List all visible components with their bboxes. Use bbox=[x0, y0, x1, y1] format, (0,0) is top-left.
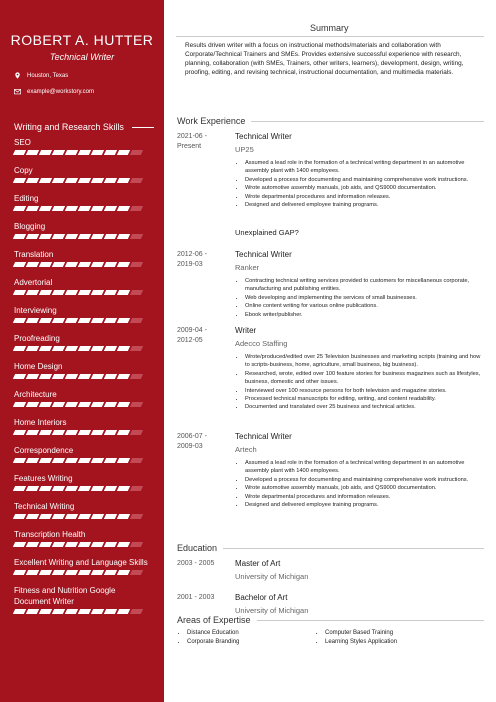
skill-label: SEO bbox=[14, 138, 31, 147]
skill-bar-segment bbox=[91, 570, 104, 575]
skill-bar-segment bbox=[117, 486, 130, 491]
skill-level-bar bbox=[14, 178, 154, 183]
skill-bar-segment bbox=[91, 402, 104, 407]
summary-text: Results driven writer with a focus on instructional methods/materials and collaboration with Corporate/Technical Trainers and SMEs. Provides extensive successful experience with research, planning, collaboration (with SMEs, Trainers, other writers, learners), development, design, writing, proofing, editing, and revising technical, instructional documentation, and multimedia materials. bbox=[185, 42, 464, 76]
expertise-list bbox=[177, 629, 487, 649]
skill-bar-segment bbox=[91, 318, 104, 323]
skill-bar-segment bbox=[78, 458, 91, 463]
skill-bar-segment bbox=[130, 542, 143, 547]
contact-email[interactable] bbox=[14, 88, 94, 95]
job-bullets bbox=[235, 459, 485, 509]
bullet-item: • Wrote/produced/edited over 25 Television businesses and marketing scripts (training and how to scripts-business, home, agriculture, small business, big business). bbox=[245, 353, 485, 370]
skill-bar-segment bbox=[26, 290, 39, 295]
skill-bar-segment bbox=[26, 178, 39, 183]
skill-bar-segment bbox=[91, 430, 104, 435]
bullet-item: • Wrote departmental procedures and information releases. bbox=[245, 493, 485, 501]
skill-bar-segment bbox=[104, 346, 117, 351]
skill-bar-segment bbox=[52, 346, 65, 351]
skill-level-bar bbox=[14, 514, 154, 519]
skill-bar-segment bbox=[78, 318, 91, 323]
skill-bar-segment bbox=[117, 458, 130, 463]
skill-level-bar bbox=[14, 374, 154, 379]
skill-bar-segment bbox=[91, 262, 104, 267]
job-org: UP25 bbox=[235, 145, 254, 154]
map-pin-icon bbox=[14, 72, 21, 79]
skill-bar-segment bbox=[39, 514, 52, 519]
skill-bar-segment bbox=[65, 206, 78, 211]
skill-bar-segment bbox=[13, 570, 26, 575]
skill-bar-segment bbox=[13, 542, 26, 547]
skill-bar-segment bbox=[39, 570, 52, 575]
bullet-item: • Researched, wrote, edited over 100 feature stories for business magazines such as lifestyles, business, domestic and other issues. bbox=[245, 370, 485, 387]
skill-label: Correspondence bbox=[14, 446, 74, 455]
skill-bar-segment bbox=[117, 346, 130, 351]
skill-bar-segment bbox=[78, 486, 91, 491]
skill-bar-segment bbox=[13, 374, 26, 379]
skill-bar-segment bbox=[130, 178, 143, 183]
skill-bar-segment bbox=[104, 486, 117, 491]
skill-item bbox=[14, 585, 154, 614]
skill-bar-segment bbox=[65, 402, 78, 407]
skill-bar-segment bbox=[91, 150, 104, 155]
degree: Master of Art bbox=[235, 559, 281, 568]
skill-bar-segment bbox=[130, 346, 143, 351]
skill-bar-segment bbox=[52, 570, 65, 575]
skill-bar-segment bbox=[117, 150, 130, 155]
skill-label: Architecture bbox=[14, 390, 57, 399]
job-role: Technical Writer bbox=[235, 432, 292, 441]
bullet-item: • Computer Based Training bbox=[325, 629, 397, 638]
skill-bar-segment bbox=[39, 486, 52, 491]
skill-bar-segment bbox=[52, 430, 65, 435]
bullet-item: • Designed and delivered employee training programs. bbox=[245, 501, 485, 509]
skill-item bbox=[14, 277, 154, 295]
skill-item bbox=[14, 417, 154, 435]
email-text[interactable]: example@workstory.com bbox=[27, 88, 94, 95]
skill-bar-segment bbox=[91, 486, 104, 491]
job-org: Adecco Staffing bbox=[235, 339, 288, 348]
skill-item bbox=[14, 165, 154, 183]
skill-bar-segment bbox=[78, 402, 91, 407]
skill-bar-segment bbox=[26, 609, 39, 614]
skill-bar-segment bbox=[13, 318, 26, 323]
skill-bar-segment bbox=[91, 346, 104, 351]
skill-bar-segment bbox=[26, 318, 39, 323]
skill-bar-segment bbox=[26, 206, 39, 211]
skill-bar-segment bbox=[26, 486, 39, 491]
skill-bar-segment bbox=[13, 150, 26, 155]
skill-bar-segment bbox=[91, 609, 104, 614]
skill-bar-segment bbox=[26, 234, 39, 239]
skill-bar-segment bbox=[52, 206, 65, 211]
skill-bar-segment bbox=[130, 150, 143, 155]
skill-bar-segment bbox=[117, 262, 130, 267]
school: University of Michigan bbox=[235, 606, 309, 615]
skill-item bbox=[14, 445, 154, 463]
skill-bar-segment bbox=[39, 262, 52, 267]
skill-level-bar bbox=[14, 542, 154, 547]
skill-bar-segment bbox=[78, 178, 91, 183]
skill-bar-segment bbox=[39, 609, 52, 614]
skill-bar-segment bbox=[39, 402, 52, 407]
skill-bar-segment bbox=[13, 609, 26, 614]
skill-bar-segment bbox=[78, 570, 91, 575]
skill-level-bar bbox=[14, 290, 154, 295]
skill-bar-segment bbox=[65, 570, 78, 575]
skill-bar-segment bbox=[26, 402, 39, 407]
skill-bar-segment bbox=[78, 346, 91, 351]
envelope-icon bbox=[14, 88, 21, 95]
skill-bar-segment bbox=[104, 374, 117, 379]
skill-bar-segment bbox=[104, 514, 117, 519]
bullet-item: • Online content writing for various online publications. bbox=[245, 302, 485, 310]
skill-bar-segment bbox=[26, 262, 39, 267]
skill-bar-segment bbox=[39, 458, 52, 463]
skill-bar-segment bbox=[78, 374, 91, 379]
skill-label: Translation bbox=[14, 250, 54, 259]
skill-item bbox=[14, 249, 154, 267]
skill-bar-segment bbox=[65, 262, 78, 267]
skill-bar-segment bbox=[104, 542, 117, 547]
skill-bar-segment bbox=[13, 178, 26, 183]
job-bullets bbox=[235, 353, 485, 412]
skill-bar-segment bbox=[39, 178, 52, 183]
skill-level-bar bbox=[14, 402, 154, 407]
skill-bar-segment bbox=[104, 402, 117, 407]
skill-bar-segment bbox=[78, 290, 91, 295]
skill-bar-segment bbox=[117, 570, 130, 575]
skill-bar-segment bbox=[117, 318, 130, 323]
skill-bar-segment bbox=[91, 234, 104, 239]
skill-bar-segment bbox=[91, 514, 104, 519]
skill-bar-segment bbox=[130, 486, 143, 491]
job-org: Artech bbox=[235, 445, 257, 454]
expertise-heading: Areas of Expertise bbox=[177, 615, 484, 625]
skill-level-bar bbox=[14, 430, 154, 435]
skill-bar-segment bbox=[117, 402, 130, 407]
skill-item bbox=[14, 333, 154, 351]
bullet-item: • Learning Styles Application bbox=[325, 638, 397, 647]
skill-bar-segment bbox=[13, 234, 26, 239]
summary-divider bbox=[176, 36, 484, 37]
skill-bar-segment bbox=[78, 609, 91, 614]
skill-bar-segment bbox=[91, 542, 104, 547]
skill-bar-segment bbox=[65, 514, 78, 519]
skill-bar-segment bbox=[26, 514, 39, 519]
skill-bar-segment bbox=[130, 262, 143, 267]
skill-bar-segment bbox=[13, 290, 26, 295]
skill-bar-segment bbox=[39, 346, 52, 351]
skill-bar-segment bbox=[52, 318, 65, 323]
skill-bar-segment bbox=[39, 234, 52, 239]
skill-bar-segment bbox=[26, 430, 39, 435]
skill-bar-segment bbox=[130, 290, 143, 295]
skill-bar-segment bbox=[130, 609, 143, 614]
candidate-title: Technical Writer bbox=[49, 52, 115, 62]
bullet-item: • Assumed a lead role in the formation of a technical writing department in an automotive assembly plant with 1400 employees. bbox=[245, 459, 485, 476]
unexplained-gap-label: Unexplained GAP? bbox=[235, 228, 299, 237]
skill-bar-segment bbox=[26, 346, 39, 351]
skill-bar-segment bbox=[52, 290, 65, 295]
skill-item bbox=[14, 557, 154, 575]
skill-bar-segment bbox=[117, 374, 130, 379]
skill-bar-segment bbox=[78, 430, 91, 435]
skill-bar-segment bbox=[117, 206, 130, 211]
skill-label: Transcription Health bbox=[14, 530, 86, 539]
skill-bar-segment bbox=[117, 542, 130, 547]
skill-bar-segment bbox=[52, 402, 65, 407]
expertise-column-1 bbox=[177, 629, 239, 646]
skill-bar-segment bbox=[65, 486, 78, 491]
skill-bar-segment bbox=[52, 458, 65, 463]
skill-bar-segment bbox=[52, 486, 65, 491]
bullet-item: • Designed and delivered employee training programs. bbox=[245, 201, 485, 209]
skill-label: Editing bbox=[14, 194, 39, 203]
skill-bar-segment bbox=[104, 234, 117, 239]
bullet-item: • Wrote automotive assembly manuals, job aids, and QS9000 documentation. bbox=[245, 184, 485, 192]
skill-label: Home Interiors bbox=[14, 418, 67, 427]
skill-level-bar bbox=[14, 234, 154, 239]
skill-bar-segment bbox=[39, 374, 52, 379]
job-role: Technical Writer bbox=[235, 132, 292, 141]
skill-item bbox=[14, 389, 154, 407]
skill-bar-segment bbox=[13, 458, 26, 463]
skill-bar-segment bbox=[39, 206, 52, 211]
skill-level-bar bbox=[14, 346, 154, 351]
skill-bar-segment bbox=[130, 514, 143, 519]
skill-bar-segment bbox=[104, 430, 117, 435]
skill-level-bar bbox=[14, 318, 154, 323]
skill-level-bar bbox=[14, 150, 154, 155]
skill-bar-segment bbox=[91, 290, 104, 295]
skill-bar-segment bbox=[65, 430, 78, 435]
skill-item bbox=[14, 361, 154, 379]
bullet-item: • Corporate Branding bbox=[187, 638, 239, 647]
skill-bar-segment bbox=[39, 290, 52, 295]
skill-bar-segment bbox=[130, 318, 143, 323]
bullet-item: • Processed technical manuscripts for editing, writing, and content readability. bbox=[245, 395, 485, 403]
skill-bar-segment bbox=[117, 609, 130, 614]
skill-label: Copy bbox=[14, 166, 33, 175]
bullet-item: • Developed a process for documenting and maintaining comprehensive work instructions. bbox=[245, 176, 485, 184]
skill-bar-segment bbox=[130, 374, 143, 379]
skill-bar-segment bbox=[65, 374, 78, 379]
skill-label: Excellent Writing and Language Skills bbox=[14, 558, 148, 567]
contact-location bbox=[14, 72, 68, 79]
skill-bar-segment bbox=[65, 178, 78, 183]
skill-bar-segment bbox=[104, 262, 117, 267]
skill-bar-segment bbox=[13, 262, 26, 267]
skill-bar-segment bbox=[104, 458, 117, 463]
skill-bar-segment bbox=[52, 178, 65, 183]
skill-item bbox=[14, 501, 154, 519]
skill-bar-segment bbox=[52, 514, 65, 519]
skill-bar-segment bbox=[26, 150, 39, 155]
skill-bar-segment bbox=[26, 542, 39, 547]
bullet-item: • Assumed a lead role in the formation of a technical writing department in an automotive assembly plant with 1400 employees. bbox=[245, 159, 485, 176]
skill-bar-segment bbox=[78, 514, 91, 519]
skill-bar-segment bbox=[65, 609, 78, 614]
skill-bar-segment bbox=[65, 290, 78, 295]
summary-heading: Summary bbox=[310, 23, 349, 33]
skill-bar-segment bbox=[65, 458, 78, 463]
skill-level-bar bbox=[14, 570, 154, 575]
skill-bar-segment bbox=[130, 402, 143, 407]
skill-bar-segment bbox=[78, 542, 91, 547]
skill-bar-segment bbox=[78, 262, 91, 267]
skill-bar-segment bbox=[104, 290, 117, 295]
education-heading: Education bbox=[177, 543, 484, 553]
skill-bar-segment bbox=[13, 486, 26, 491]
skill-level-bar bbox=[14, 458, 154, 463]
skill-label: Interviewing bbox=[14, 306, 57, 315]
skill-level-bar bbox=[14, 206, 154, 211]
skill-bar-segment bbox=[130, 234, 143, 239]
skill-bar-segment bbox=[65, 346, 78, 351]
skill-bar-segment bbox=[117, 178, 130, 183]
skill-item bbox=[14, 221, 154, 239]
skill-item bbox=[14, 529, 154, 547]
skill-bar-segment bbox=[52, 262, 65, 267]
skill-label: Fitness and Nutrition Google Document Writer bbox=[14, 586, 116, 606]
skill-bar-segment bbox=[130, 570, 143, 575]
skill-label: Proofreading bbox=[14, 334, 60, 343]
job-role: Technical Writer bbox=[235, 250, 292, 259]
skill-bar-segment bbox=[26, 570, 39, 575]
skill-bar-segment bbox=[13, 402, 26, 407]
bullet-item: • Wrote departmental procedures and information releases. bbox=[245, 193, 485, 201]
skill-bar-segment bbox=[130, 458, 143, 463]
skill-item bbox=[14, 305, 154, 323]
skill-level-bar bbox=[14, 609, 154, 614]
skill-bar-segment bbox=[52, 542, 65, 547]
candidate-name: ROBERT A. HUTTER bbox=[10, 32, 154, 48]
skill-bar-segment bbox=[104, 206, 117, 211]
degree: Bachelor of Art bbox=[235, 593, 288, 602]
skill-bar-segment bbox=[91, 458, 104, 463]
skill-bar-segment bbox=[117, 290, 130, 295]
skill-label: Advertorial bbox=[14, 278, 53, 287]
job-role: Writer bbox=[235, 326, 257, 335]
bullet-item: • Ebook writer/publisher. bbox=[245, 311, 485, 319]
skill-bar-segment bbox=[130, 206, 143, 211]
skill-label: Technical Writing bbox=[14, 502, 75, 511]
skill-bar-segment bbox=[117, 514, 130, 519]
skill-item bbox=[14, 137, 154, 155]
skill-bar-segment bbox=[39, 542, 52, 547]
skill-bar-segment bbox=[26, 458, 39, 463]
skill-bar-segment bbox=[65, 150, 78, 155]
skill-bar-segment bbox=[39, 150, 52, 155]
skill-bar-segment bbox=[52, 234, 65, 239]
skill-bar-segment bbox=[39, 318, 52, 323]
skill-bar-segment bbox=[78, 234, 91, 239]
skill-bar-segment bbox=[78, 150, 91, 155]
sidebar bbox=[0, 0, 164, 702]
skill-bar-segment bbox=[52, 609, 65, 614]
bullet-item: • Distance Education bbox=[187, 629, 239, 638]
skill-bar-segment bbox=[39, 430, 52, 435]
bullet-item: • Interviewed over 100 resource persons for both television and magazine stories. bbox=[245, 387, 485, 395]
bullet-item: • Documented and translated over 25 business and technical articles. bbox=[245, 403, 485, 411]
skill-bar-segment bbox=[130, 430, 143, 435]
skill-bar-segment bbox=[117, 430, 130, 435]
skill-level-bar bbox=[14, 486, 154, 491]
skill-label: Blogging bbox=[14, 222, 46, 231]
skill-item bbox=[14, 473, 154, 491]
skill-bar-segment bbox=[104, 150, 117, 155]
skill-bar-segment bbox=[52, 374, 65, 379]
skill-bar-segment bbox=[26, 374, 39, 379]
skill-bar-segment bbox=[78, 206, 91, 211]
expertise-column-2 bbox=[315, 629, 397, 646]
job-bullets bbox=[235, 277, 485, 319]
skill-level-bar bbox=[14, 262, 154, 267]
skill-bar-segment bbox=[91, 178, 104, 183]
skill-bar-segment bbox=[52, 150, 65, 155]
skill-bar-segment bbox=[104, 318, 117, 323]
skills-heading: Writing and Research Skills bbox=[14, 122, 154, 132]
location-text: Houston, Texas bbox=[27, 72, 69, 79]
school: University of Michigan bbox=[235, 572, 309, 581]
skill-bar-segment bbox=[117, 234, 130, 239]
skill-bar-segment bbox=[13, 206, 26, 211]
bullet-item: • Developed a process for documenting and maintaining comprehensive work instructions. bbox=[245, 476, 485, 484]
skill-bar-segment bbox=[91, 374, 104, 379]
skill-label: Home Design bbox=[14, 362, 63, 371]
skill-bar-segment bbox=[65, 318, 78, 323]
job-org: Ranker bbox=[235, 263, 260, 272]
skill-bar-segment bbox=[13, 514, 26, 519]
skill-bar-segment bbox=[13, 430, 26, 435]
bullet-item: • Web developing and implementing the services of small businesses. bbox=[245, 294, 485, 302]
skill-label: Features Writing bbox=[14, 474, 73, 483]
skill-bar-segment bbox=[91, 206, 104, 211]
skill-bar-segment bbox=[65, 234, 78, 239]
skill-bar-segment bbox=[65, 542, 78, 547]
bullet-item: • Wrote automotive assembly manuals, job aids, and QS9000 documentation. bbox=[245, 484, 485, 492]
skill-bar-segment bbox=[104, 609, 117, 614]
bullet-item: • Contracting technical writing services provided to customers for miscellaneous corporate, manufacturing and publishing entities. bbox=[245, 277, 485, 294]
skill-bar-segment bbox=[104, 570, 117, 575]
skill-bar-segment bbox=[13, 346, 26, 351]
skill-item bbox=[14, 193, 154, 211]
main-content: Summary Results driven writer with a focus on instructional methods/materials and collaboration with Corporate/Technical Trainers and SMEs. Provides extensive successful experience with research, planning, collaboration (with SMEs, Trainers, other writers, learners), development, design, writing, proofing, editing, and revising technical, instructional documentation, and multimedia materials. Work Experience 2021-06 - Present Technical Writer UP25 • Assumed a lead role in the formation of a technical writing department in an automotive assembly plant with 1400 employees. • Developed a process for documenting and maintaining comprehensive work instructions. • Wrote automotive assembly manuals, job aids, and QS9000 documentation. • Wrote departmental procedures and information releases. • Designed and delivered employee training programs. Unexplained GAP? 2012-06 - 2019-03 Technical Writer Ranker • Contracting technical writing services provided to customers for miscellaneous corporate, manufacturing and publishing entities. • Web developing and implementing the services of small businesses. • Online content writing for various online publications. • Ebook writer/publisher. 2009-04 - 2012-05 Writer Adecco Staffing • Wrote/produced/edited over 25 Television businesses and marketing scripts (training and how to scripts-business, home, agriculture, small business, big business). • Researched, wrote, edited over 100 feature stories for business magazines such as lifestyles, business, domestic and other issues. • Interviewed over 100 resource persons for both television and magazine stories. • Processed technical manuscripts for editing, writing, and content readability. • Documented and translated over 25 business and technical articles. 2006-07 - 2009-03 Technical Writer Artech • Assumed a lead role in the formation of a technical writing department in an automotive assembly plant with 1400 employees. • Developed a process for documenting and maintaining comprehensive work instructions. • Wrote automotive assembly manuals, job aids, and QS9000 documentation. • Wrote departmental procedures and information releases. • Designed and delivered employee training programs. Education 2003 - 2005 Master of Art University of Michigan 2001 - 2003 Bachelor of Art University of Michigan Areas of Expertise • Distance Education • Corporate Branding • Computer Based Training • Learning Styles Application bbox=[164, 0, 496, 702]
job-bullets bbox=[235, 159, 485, 209]
work-experience-heading: Work Experience bbox=[177, 116, 484, 126]
skill-bar-segment bbox=[104, 178, 117, 183]
